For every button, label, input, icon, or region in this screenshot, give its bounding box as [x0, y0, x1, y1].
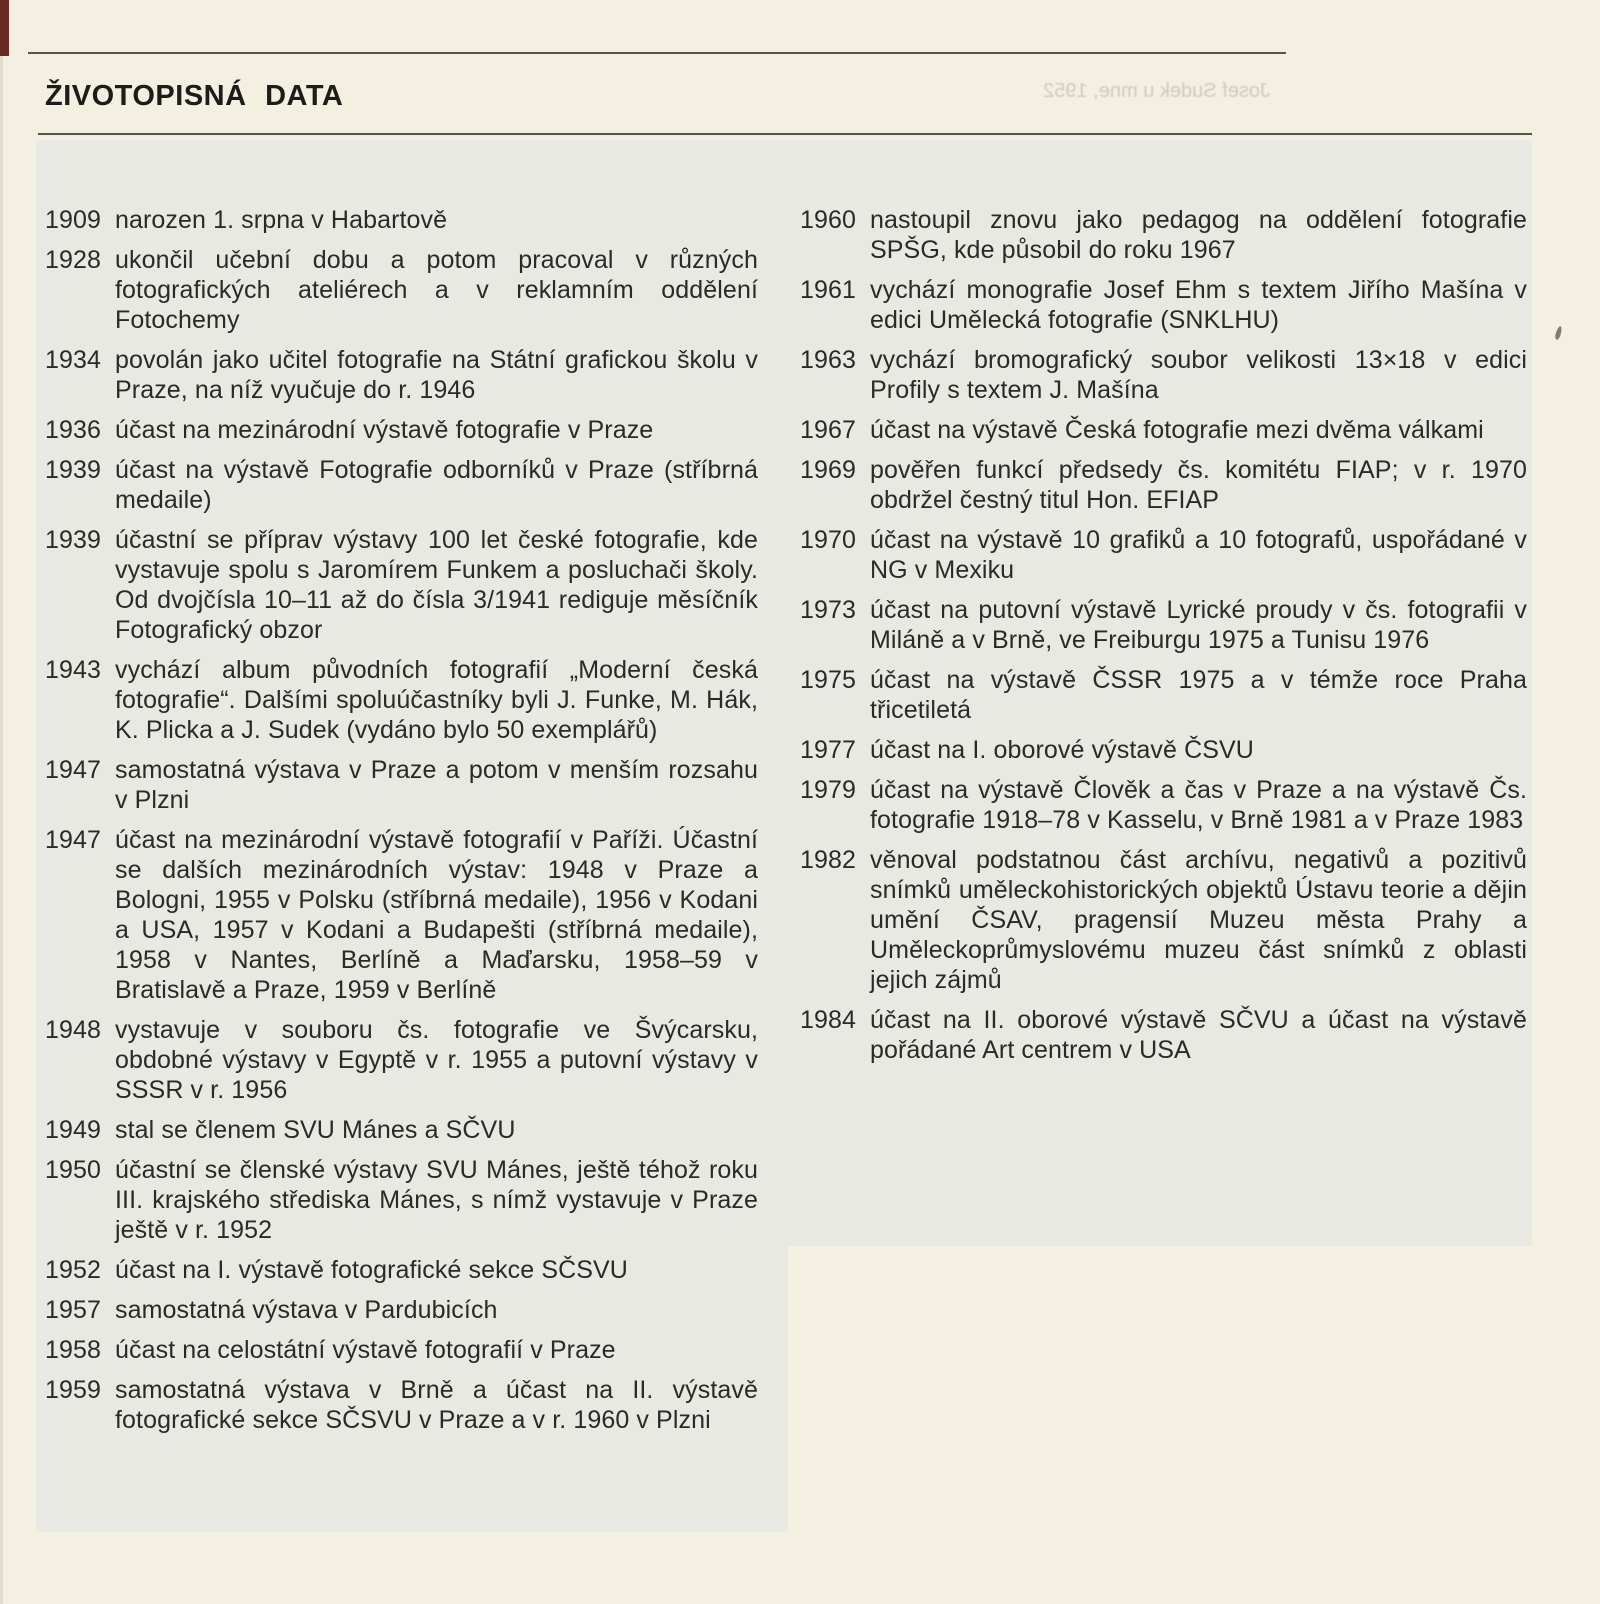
entry-year: 1928 [45, 246, 102, 274]
entry-year: 1958 [45, 1336, 102, 1364]
entry-text: účastní se členské výstavy SVU Mánes, ještě téhož roku III. krajského střediska Mánes, s nímž vystavuje v Praze ještě v r. 1952 [115, 1156, 758, 1244]
entry-text: povolán jako učitel fotografie na Státní grafickou školu v Praze, na níž vyučuje do r. 1946 [115, 346, 758, 404]
entry-text: samostatná výstava v Brně a účast na II. výstavě fotografické sekce SČSVU v Praze a v r. 1960 v Plzni [115, 1376, 758, 1434]
timeline-entry [45, 1155, 758, 1245]
entry-year: 1943 [45, 656, 102, 684]
entry-text: účast na výstavě ČSSR 1975 a v témže roce Praha třicetiletá [870, 666, 1527, 724]
entry-year: 1977 [800, 736, 857, 764]
timeline-entry [800, 345, 1527, 405]
timeline-entry [800, 205, 1527, 265]
entry-year: 1934 [45, 346, 102, 374]
entry-text: účast na výstavě Česká fotografie mezi dvěma válkami [870, 416, 1484, 444]
entry-year: 1948 [45, 1016, 102, 1044]
timeline-entry [45, 525, 758, 645]
entry-text: vychází bromografický soubor velikosti 13×18 v edici Profily s textem J. Mašína [870, 346, 1527, 404]
entry-text: samostatná výstava v Pardubicích [115, 1296, 498, 1324]
timeline-entry [45, 1335, 758, 1365]
entry-year: 1973 [800, 596, 857, 624]
top-rule [28, 52, 1286, 54]
entry-year: 1957 [45, 1296, 102, 1324]
entry-text: věnoval podstatnou část archívu, negativů a pozitivů snímků uměleckohistorických objektů Ústavu teorie a dějin umění ČSAV, pragensií Muzeu města Prahy a Uměleckoprůmyslovému muzeu část snímků z oblasti jejich zájmů [870, 846, 1527, 994]
timeline-right-column [800, 205, 1527, 1075]
timeline-entry [45, 655, 758, 745]
timeline-entry [800, 455, 1527, 515]
entry-text: účast na I. výstavě fotografické sekce SČSVU [115, 1256, 628, 1284]
entry-year: 1967 [800, 416, 857, 444]
entry-year: 1936 [45, 416, 102, 444]
header-rule [38, 133, 1532, 135]
entry-year: 1979 [800, 776, 857, 804]
timeline-entry [45, 1295, 758, 1325]
entry-year: 1939 [45, 526, 102, 554]
entry-year: 1909 [45, 206, 102, 234]
entry-year: 1959 [45, 1376, 102, 1404]
entry-year: 1939 [45, 456, 102, 484]
entry-text: stal se členem SVU Mánes a SČVU [115, 1116, 516, 1144]
timeline-entry [800, 595, 1527, 655]
right-edge-ink-fleck [1554, 326, 1563, 341]
timeline-entry [800, 275, 1527, 335]
timeline-entry [45, 825, 758, 1005]
entry-text: vychází monografie Josef Ehm s textem Jiřího Mašína v edici Umělecká fotografie (SNKLHU) [870, 276, 1527, 334]
entry-year: 1947 [45, 826, 102, 854]
timeline-entry [45, 345, 758, 405]
page-edge-red-strip [0, 0, 9, 56]
entry-year: 1960 [800, 206, 857, 234]
entry-text: účast na výstavě Fotografie odborníků v Praze (stříbrná medaile) [115, 456, 758, 514]
entry-text: pověřen funkcí předsedy čs. komitétu FIAP; v r. 1970 obdržel čestný titul Hon. EFIAP [870, 456, 1527, 514]
timeline-entry [45, 455, 758, 515]
entry-year: 1969 [800, 456, 857, 484]
entry-text: účast na výstavě 10 grafiků a 10 fotografů, uspořádané v NG v Mexiku [870, 526, 1527, 584]
entry-text: samostatná výstava v Praze a potom v menším rozsahu v Plzni [115, 756, 758, 814]
bleed-through-caption: Josef Sudek u mne, 1952 [1043, 80, 1270, 102]
timeline-entry [800, 845, 1527, 995]
page-edge-shadow [0, 0, 3, 1604]
timeline-entry [800, 665, 1527, 725]
timeline-entry [800, 525, 1527, 585]
entry-text: účast na mezinárodní výstavě fotografií v Paříži. Účastní se dalších mezinárodních výstav: 1948 v Praze a Bologni, 1955 v Polsku (stříbrná medaile), 1956 v Kodani a USA, 1957 v Kodani a Budapešti (stříbrná medaile), 1958 v Nantes, Berlíně a Maďarsku, 1958–59 v Bratislavě a Praze, 1959 v Berlíně [115, 826, 758, 1004]
timeline-left-column [45, 205, 758, 1445]
timeline-entry [800, 735, 1527, 765]
entry-text: účast na putovní výstavě Lyrické proudy v čs. fotografii v Miláně a v Brně, ve Freiburgu 1975 a Tunisu 1976 [870, 596, 1527, 654]
entry-year: 1950 [45, 1156, 102, 1184]
entry-text: nastoupil znovu jako pedagog na oddělení fotografie SPŠG, kde působil do roku 1967 [870, 206, 1527, 264]
timeline-entry [45, 1015, 758, 1105]
entry-text: narozen 1. srpna v Habartově [115, 206, 448, 234]
entry-text: vystavuje v souboru čs. fotografie ve Švýcarsku, obdobné výstavy v Egyptě v r. 1955 a putovní výstavy v SSSR v r. 1956 [115, 1016, 758, 1104]
timeline-entry [45, 1255, 758, 1285]
timeline-entry [45, 1115, 758, 1145]
page-title: ŽIVOTOPISNÁ DATA [45, 80, 344, 112]
entry-year: 1949 [45, 1116, 102, 1144]
entry-text: ukončil učební dobu a potom pracoval v různých fotografických ateliérech a v reklamním oddělení Fotochemy [115, 246, 758, 334]
timeline-entry [45, 755, 758, 815]
entry-text: účast na výstavě Člověk a čas v Praze a na výstavě Čs. fotografie 1918–78 v Kasselu, v Brně 1981 a v Praze 1983 [870, 776, 1527, 834]
timeline-entry [800, 1005, 1527, 1065]
timeline-entry [45, 415, 758, 445]
timeline-entry [45, 205, 758, 235]
entry-year: 1963 [800, 346, 857, 374]
timeline-entry [45, 1375, 758, 1435]
entry-year: 1984 [800, 1006, 857, 1034]
entry-year: 1970 [800, 526, 857, 554]
entry-year: 1975 [800, 666, 857, 694]
entry-year: 1947 [45, 756, 102, 784]
entry-text: účast na celostátní výstavě fotografií v Praze [115, 1336, 616, 1364]
entry-year: 1982 [800, 846, 857, 874]
entry-year: 1952 [45, 1256, 102, 1284]
entry-year: 1961 [800, 276, 857, 304]
timeline-entry [45, 245, 758, 335]
entry-text: účast na I. oborové výstavě ČSVU [870, 736, 1254, 764]
entry-text: účast na II. oborové výstavě SČVU a účast na výstavě pořádané Art centrem v USA [870, 1006, 1527, 1064]
entry-text: vychází album původních fotografií „Moderní česká fotografie“. Dalšími spoluúčastníky byli J. Funke, M. Hák, K. Plicka a J. Sudek (vydáno bylo 50 exemplářů) [115, 656, 758, 744]
timeline-entry [800, 775, 1527, 835]
entry-text: účast na mezinárodní výstavě fotografie v Praze [115, 416, 654, 444]
entry-text: účastní se příprav výstavy 100 let české fotografie, kde vystavuje spolu s Jaromírem Funkem a posluchači školy. Od dvojčísla 10–11 až do čísla 3/1941 rediguje měsíčník Fotografický obzor [115, 526, 758, 644]
timeline-entry [800, 415, 1527, 445]
